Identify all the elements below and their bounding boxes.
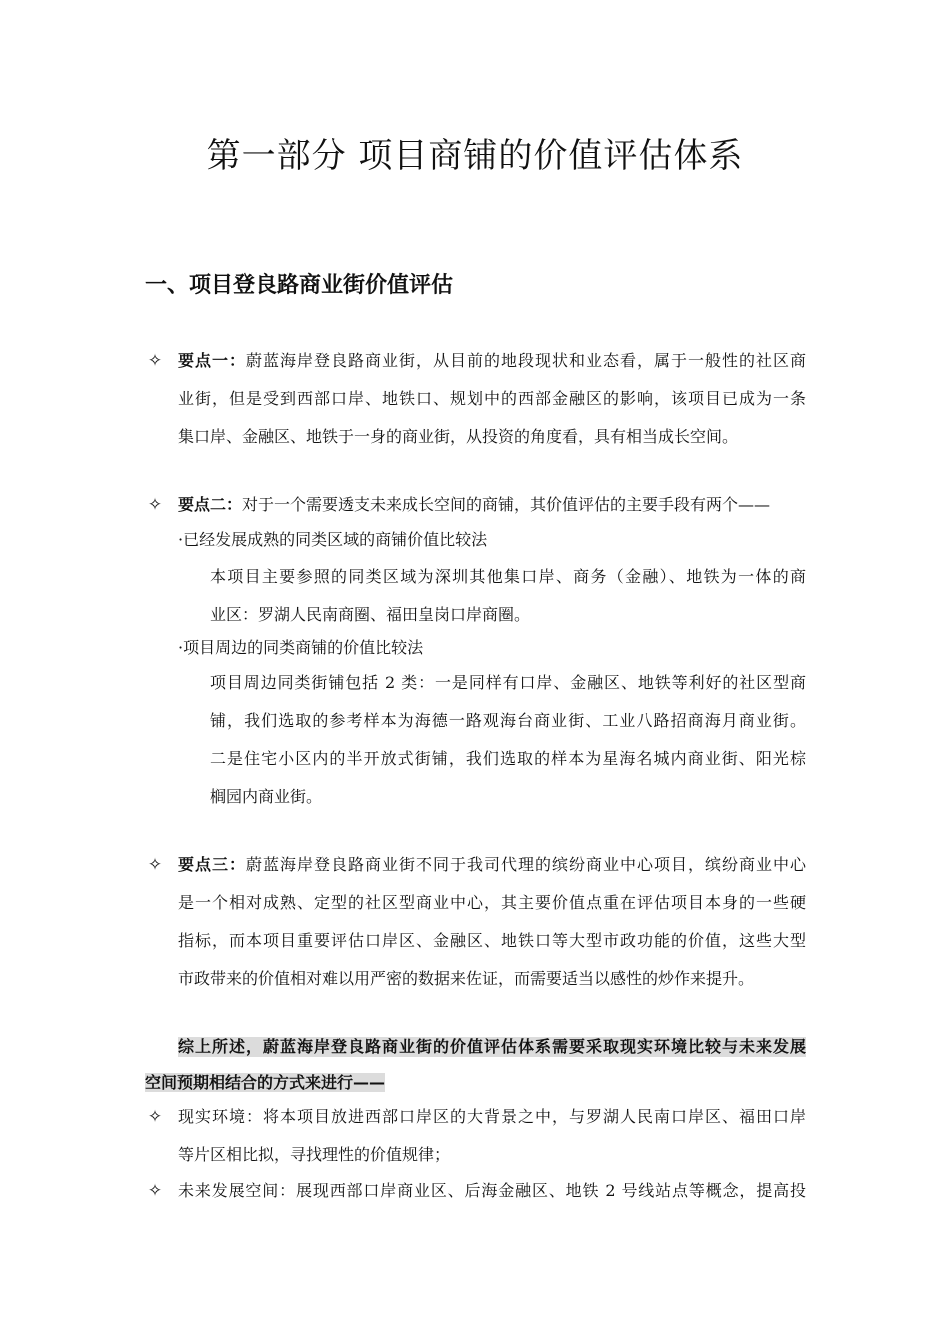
- diamond-bullet-icon: ✧: [147, 1107, 163, 1127]
- future-line1: 未来发展空间：展现西部口岸商业区、后海金融区、地铁 2 号线站点等概念，提高投: [178, 1181, 806, 1200]
- section-heading: 一、项目登良路商业街价值评估: [145, 273, 454, 298]
- point1-label: 要点一：: [178, 351, 246, 370]
- summary-line2: 空间预期相结合的方式来进行——: [145, 1073, 386, 1092]
- point1-line3: 集口岸、金融区、地铁于一身的商业街，从投资的角度看，具有相当成长空间。: [178, 427, 739, 446]
- point1-text1: 蔚蓝海岸登良路商业街，从目前的地段现状和业态看，属于一般性的社区商: [246, 351, 806, 370]
- point3-line4: 市政带来的价值相对难以用严密的数据来佐证，而需要适当以感性的炒作来提升。: [178, 969, 755, 988]
- point2-sub1-line1: 本项目主要参照的同类区域为深圳其他集口岸、商务（金融）、地铁为一体的商: [210, 567, 806, 586]
- point3-line1: [178, 855, 806, 875]
- diamond-bullet-icon: ✧: [147, 351, 163, 371]
- page-title: 第一部分 项目商铺的价值评估体系: [206, 136, 744, 176]
- point2-sub2-line4: 榈园内商业街。: [210, 787, 323, 806]
- diamond-bullet-icon: ✧: [147, 1181, 163, 1201]
- point2-text1: 对于一个需要透支未来成长空间的商铺，其价值评估的主要手段有两个——: [242, 495, 771, 514]
- point1-line1: [178, 351, 806, 371]
- point3-text1: 蔚蓝海岸登良路商业街不同于我司代理的缤纷商业中心项目，缤纷商业中心: [246, 855, 806, 874]
- point3-line2: 是一个相对成熟、定型的社区型商业中心，其主要价值点重在评估项目本身的一些硬: [178, 893, 806, 912]
- point2-sub1-line2: 业区：罗湖人民南商圈、福田皇岗口岸商圈。: [210, 605, 531, 624]
- diamond-bullet-icon: ✧: [147, 855, 163, 875]
- summary-line1: 综上所述，蔚蓝海岸登良路商业街的价值评估体系需要采取现实环境比较与未来发展: [178, 1037, 806, 1056]
- point2-sub1: ·已经发展成熟的同类区域的商铺价值比较法: [178, 530, 488, 549]
- reality-line1: 现实环境：将本项目放进西部口岸区的大背景之中，与罗湖人民南口岸区、福田口岸: [178, 1107, 806, 1126]
- diamond-bullet-icon: ✧: [147, 495, 163, 515]
- point2-sub2-line2: 铺，我们选取的参考样本为海德一路观海台商业街、工业八路招商海月商业街。: [210, 711, 806, 730]
- point2-line1: [178, 495, 770, 515]
- point3-line3: 指标，而本项目重要评估口岸区、金融区、地铁口等大型市政功能的价值，这些大型: [178, 931, 806, 950]
- point2-sub2: ·项目周边的同类商铺的价值比较法: [178, 638, 424, 657]
- point2-label: 要点二：: [178, 495, 243, 514]
- point3-label: 要点三：: [178, 855, 246, 874]
- point1-line2: 业街，但是受到西部口岸、地铁口、规划中的西部金融区的影响，该项目已成为一条: [178, 389, 806, 408]
- point2-sub2-line3: 二是住宅小区内的半开放式街铺，我们选取的样本为星海名城内商业街、阳光棕: [210, 749, 806, 768]
- reality-line2: 等片区相比拟，寻找理性的价值规律；: [178, 1145, 451, 1164]
- point2-sub2-line1: 项目周边同类街铺包括 2 类：一是同样有口岸、金融区、地铁等利好的社区型商: [210, 673, 806, 692]
